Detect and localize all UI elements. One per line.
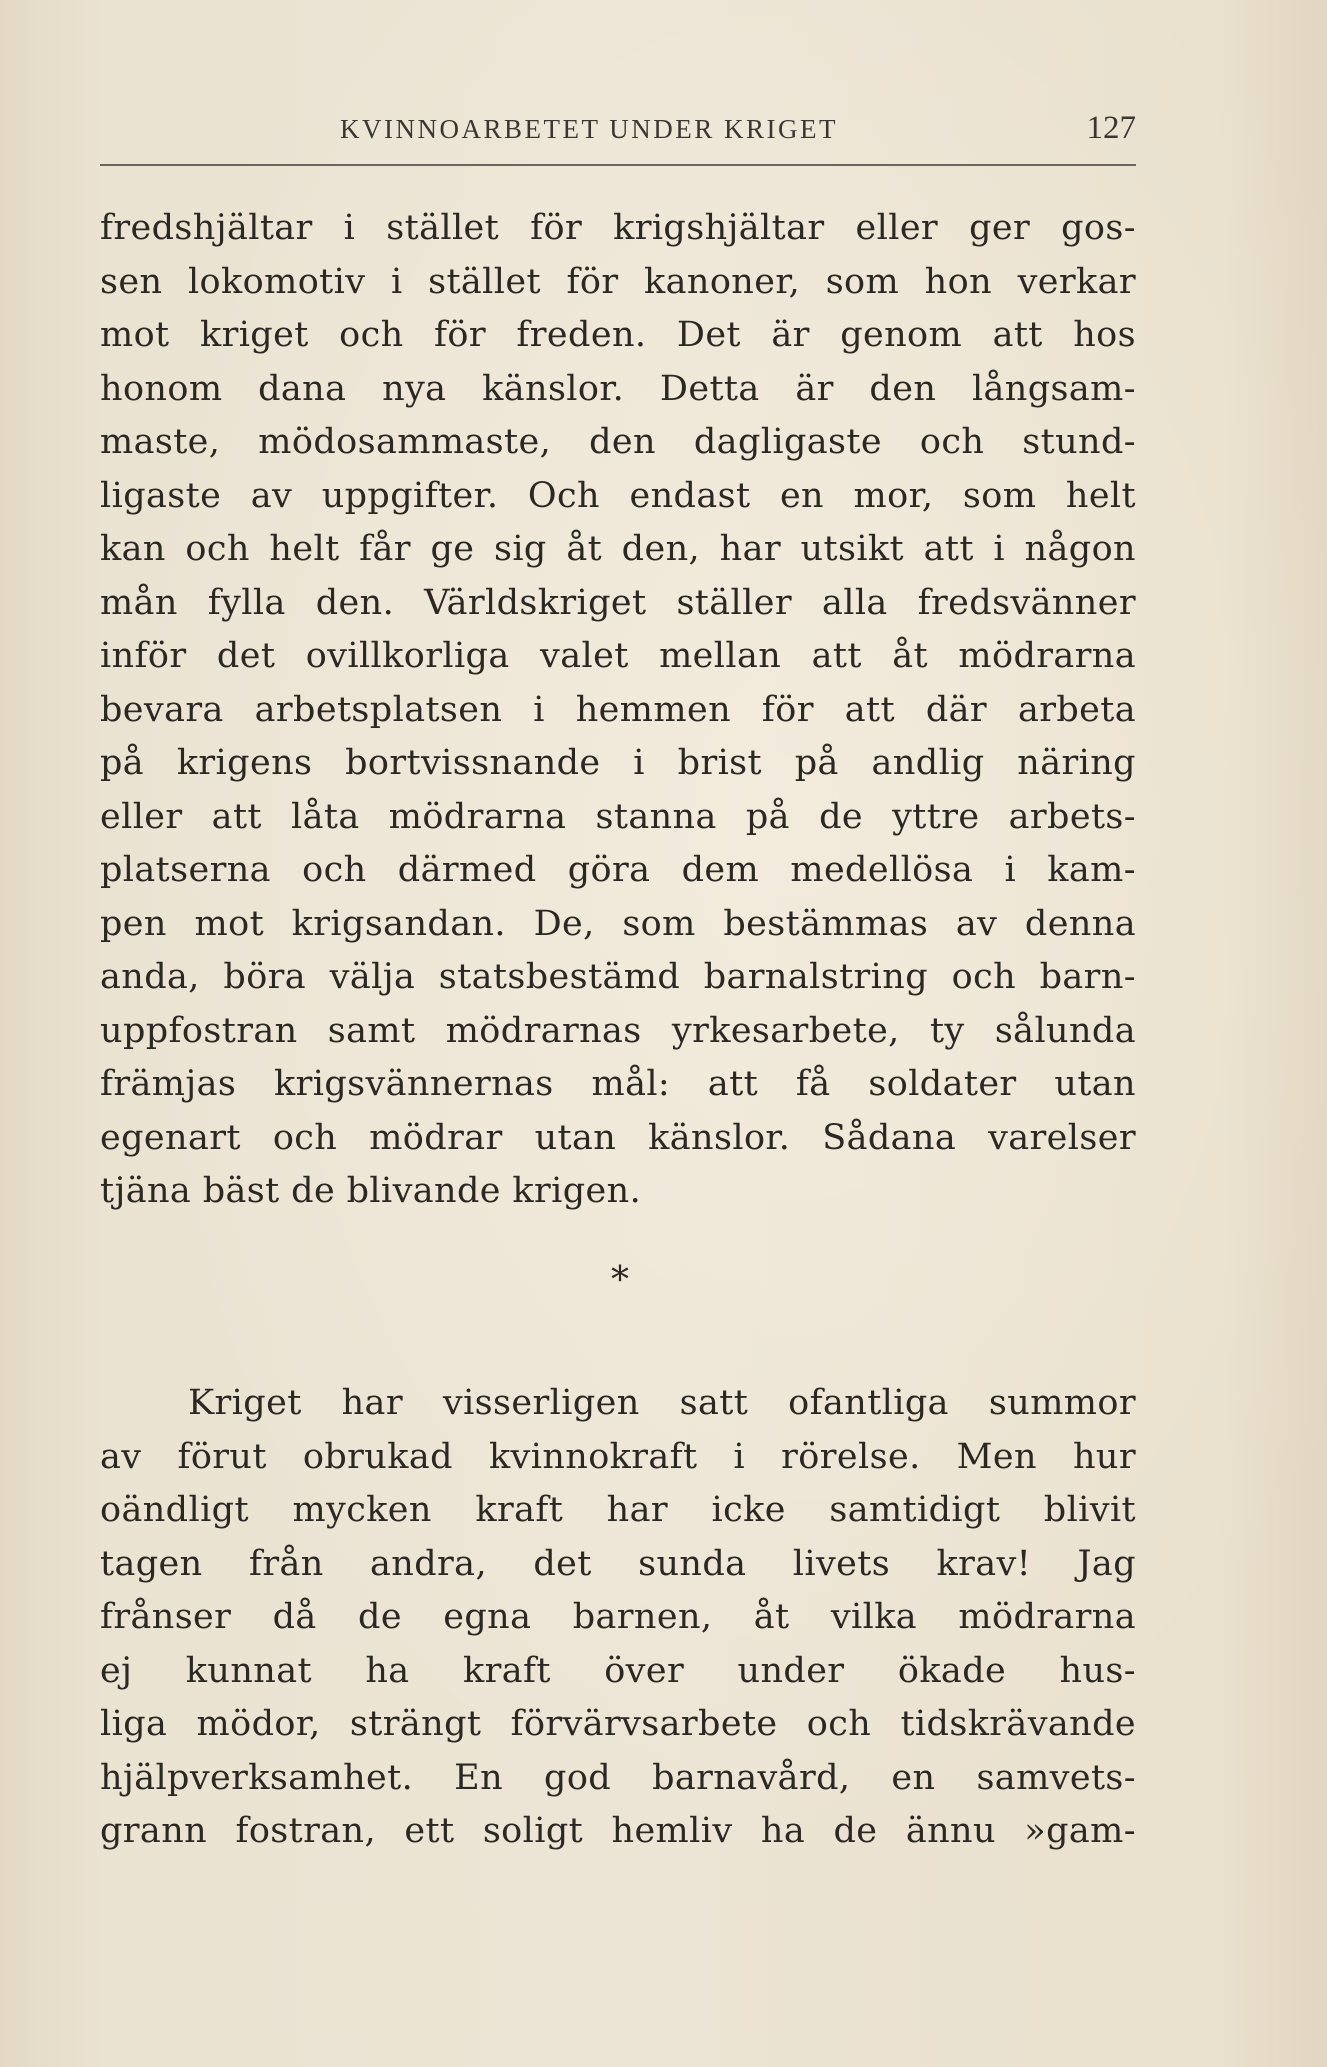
text-line: maste, mödosammaste, den dagligaste och stund-: [100, 422, 1136, 462]
text-line: oändligt mycken kraft har icke samtidigt blivit: [100, 1490, 1136, 1530]
text-line: mot kriget och för freden. Det är genom att hos: [100, 315, 1136, 355]
text-line: fredshjältar i stället för krigshjältar eller ger gos-: [100, 208, 1136, 248]
text-line: på krigens bortvissnande i brist på andlig näring: [100, 743, 1136, 783]
text-line: ej kunnat ha kraft över under ökade hus-: [100, 1650, 1136, 1691]
text-line: Kriget har visserligen satt ofantliga summor: [188, 1383, 1136, 1423]
text-line: bevara arbetsplatsen i hemmen för att där arbeta: [100, 689, 1136, 730]
text-line: pen mot krigsandan. De, som bestämmas av denna: [100, 903, 1136, 944]
text-line: honom dana nya känslor. Detta är den långsam-: [100, 368, 1136, 409]
text-line: eller att låta mödrarna stanna på de yttre arbets-: [100, 796, 1136, 837]
paragraph-2: [100, 1377, 1136, 1859]
text-line: anda, böra välja statsbestämd barnalstring och barn-: [100, 957, 1136, 997]
text-line: hjälpverksamhet. En god barnavård, en samvets-: [100, 1757, 1136, 1798]
text-line: uppfostran samt mödrarnas yrkesarbete, ty sålunda: [100, 1010, 1136, 1051]
text-line: främjas krigsvännernas mål: att få soldater utan: [100, 1064, 1136, 1104]
page-number: 127: [1086, 110, 1136, 146]
text-line: grann fostran, ett soligt hemliv ha de ännu »gam-: [100, 1811, 1136, 1851]
text-line: liga mödor, strängt förvärvsarbete och tidskrävande: [100, 1704, 1136, 1744]
running-title: KVINNOARBETET UNDER KRIGET: [340, 114, 838, 144]
text-line: platserna och därmed göra dem medellösa i kam-: [100, 850, 1136, 890]
text-line: ligaste av uppgifter. Och endast en mor, som helt: [100, 475, 1136, 516]
header-rule: [100, 164, 1136, 166]
running-head: [100, 110, 1136, 154]
text-line: frånser då de egna barnen, åt vilka mödrarna: [100, 1597, 1136, 1637]
text-line: kan och helt får ge sig åt den, har utsikt att i någon: [100, 529, 1136, 569]
text-line: av förut obrukad kvinnokraft i rörelse. Men hur: [100, 1436, 1136, 1477]
paragraph-1: [100, 202, 1136, 1219]
section-separator: *: [611, 1260, 629, 1301]
text-line: sen lokomotiv i stället för kanoner, som hon verkar: [100, 261, 1136, 302]
text-line: tjäna bäst de blivande krigen.: [100, 1171, 642, 1211]
text-line: inför det ovillkorliga valet mellan att åt mödrarna: [100, 636, 1136, 676]
text-line: egenart och mödrar utan känslor. Sådana varelser: [100, 1117, 1136, 1158]
text-line: tagen från andra, det sunda livets krav! Jag: [100, 1543, 1136, 1584]
text-line: mån fylla den. Världskriget ställer alla fredsvänner: [100, 582, 1136, 623]
